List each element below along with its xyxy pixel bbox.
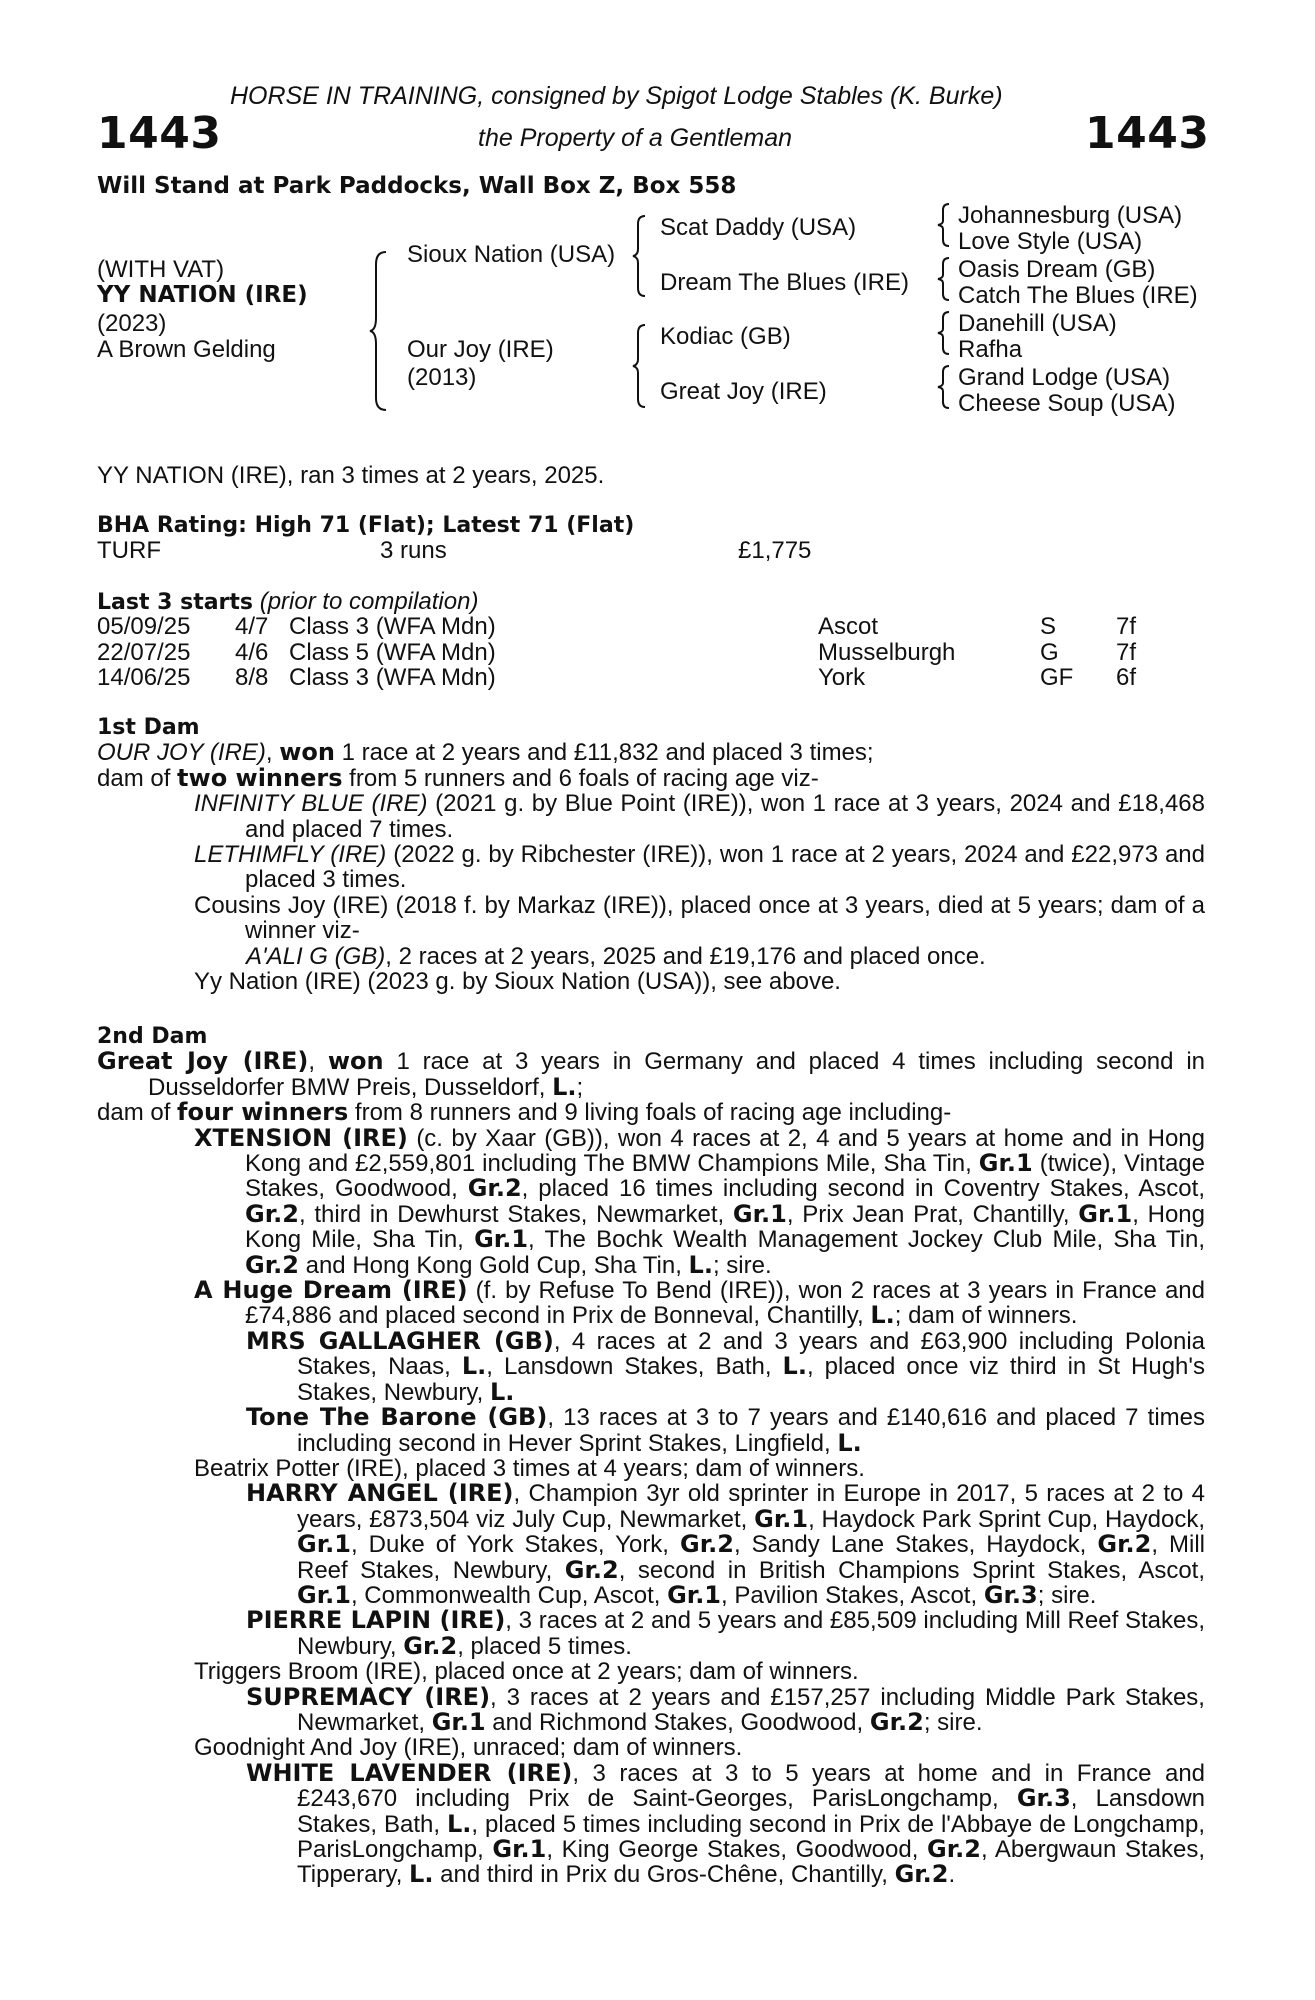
start-date: 22/07/25 (97, 639, 191, 666)
second-dam-produce-line: dam of four winners from 8 runners and 9 living foals of racing age including- (97, 1098, 952, 1127)
list-item: Yy Nation (IRE) (2023 g. by Sioux Nation (USA)), see above. (194, 968, 841, 996)
lot-number-left: 1443 (97, 108, 222, 159)
list-item: INFINITY BLUE (IRE) (2021 g. by Blue Point (IRE)), won 1 race at 3 years, 2024 and £18,468 and placed 7 times. (194, 790, 1206, 843)
second-dam-section (97, 1024, 1205, 1888)
start-going: G (1040, 639, 1059, 666)
lot-number-right: 1443 (1085, 108, 1210, 159)
brace-ggp-3 (937, 310, 951, 356)
brace-ggp-1 (937, 202, 951, 248)
list-item: SUPREMACY (IRE), 3 races at 2 years and £157,257 including Middle Park Stakes, Newmarket, Gr.1 and Richmond Stakes, Goodwood, Gr.2; sire. (246, 1682, 1205, 1736)
brace-sire (632, 214, 648, 298)
list-item: Triggers Broom (IRE), placed once at 2 years; dam of winners. (194, 1658, 859, 1686)
horse-year: (2023) (97, 310, 167, 337)
first-dam-record: OUR JOY (IRE), won 1 race at 2 years and £11,832 and placed 3 times; (97, 738, 874, 767)
dam-name: Our Joy (IRE) (407, 336, 554, 363)
sire-sire: Scat Daddy (USA) (660, 214, 857, 241)
starts-heading (97, 588, 478, 616)
dam-year: (2013) (407, 364, 477, 391)
start-distance: 7f (1116, 639, 1137, 666)
ggp-5: Danehill (USA) (958, 310, 1117, 337)
dam-dam: Great Joy (IRE) (660, 378, 827, 405)
first-dam-section (97, 715, 1205, 994)
start-course: Musselburgh (818, 639, 956, 666)
start-race: Class 3 (WFA Mdn) (289, 613, 496, 640)
brace-ggp-2 (937, 256, 951, 302)
start-distance: 7f (1116, 613, 1137, 640)
ggp-4: Catch The Blues (IRE) (958, 282, 1198, 309)
ggp-8: Cheese Soup (USA) (958, 390, 1176, 417)
start-going: GF (1040, 664, 1074, 691)
rating-earnings: £1,775 (738, 537, 812, 564)
stand-line: Will Stand at Park Paddocks, Wall Box Z, Box 558 (97, 173, 737, 199)
ggp-6: Rafha (958, 336, 1023, 363)
rating-runs: 3 runs (380, 537, 447, 564)
list-item: Tone The Barone (GB), 13 races at 3 to 7 years and £140,616 and placed 7 times including second in Hever Sprint Stakes, Lingfield, L. (246, 1403, 1205, 1457)
starts-title: Last 3 starts (97, 590, 254, 615)
list-item: PIERRE LAPIN (IRE), 3 races at 2 and 5 years and £85,509 including Mill Reef Stakes, Newbury, Gr.2, placed 5 times. (246, 1606, 1205, 1660)
start-date: 05/09/25 (97, 613, 191, 640)
start-course: York (818, 664, 866, 691)
start-race: Class 3 (WFA Mdn) (289, 664, 496, 691)
horse-description: A Brown Gelding (97, 336, 276, 363)
list-item: Cousins Joy (IRE) (2018 f. by Markaz (IRE)), placed once at 3 years, died at 5 years; dam of a winner viz- (194, 891, 1205, 945)
brace-dam (632, 323, 648, 409)
start-position: 8/8 (235, 664, 269, 691)
starts-note: (prior to compilation) (259, 588, 479, 615)
bha-rating: BHA Rating: High 71 (Flat); Latest 71 (Flat) (97, 513, 635, 538)
brace-main (368, 250, 390, 412)
dam-name: OUR JOY (IRE) (97, 739, 266, 767)
race-summary: YY NATION (IRE), ran 3 times at 2 years, 2025. (97, 462, 605, 489)
list-item: WHITE LAVENDER (IRE), 3 races at 3 to 5 years at home and in France and £243,670 including Prix de Saint-Georges, ParisLongchamp, Gr.3, Lansdown Stakes, Bath, L., placed 5 times including second in Prix de l'Abbaye de Longchamp, ParisLongchamp, Gr.1, King George Stakes, Goodwood, Gr.2, Abergwaun Stakes, Tipperary, L. and third in Prix du Gros-Chêne, Chantilly, Gr.2. (246, 1758, 1206, 1889)
list-item: LETHIMFLY (IRE) (2022 g. by Ribchester (IRE)), won 1 race at 2 years, 2024 and £22,973 and placed 3 times. (194, 841, 1206, 894)
list-item: HARRY ANGEL (IRE), Champion 3yr old sprinter in Europe in 2017, 5 races at 2 to 4 years, £873,504 viz July Cup, Newmarket, Gr.1, Haydock Park Sprint Cup, Haydock, Gr.1, Duke of York Stakes, York, Gr.2, Sandy Lane Stakes, Haydock, Gr.2, Mill Reef Stakes, Newbury, Gr.2, second in British Champions Sprint Stakes, Ascot, Gr.1, Commonwealth Cup, Ascot, Gr.1, Pavilion Stakes, Ascot, Gr.3; sire. (246, 1479, 1206, 1609)
start-position: 4/6 (235, 639, 269, 666)
first-dam-produce-line: dam of two winners from 5 runners and 6 foals of racing age viz- (97, 763, 819, 792)
start-date: 14/06/25 (97, 664, 191, 691)
rating-surface: TURF (97, 537, 161, 564)
second-dam-title: 2nd Dam (97, 1024, 208, 1049)
consignor-line: HORSE IN TRAINING, consigned by Spigot Lodge Stables (K. Burke) (230, 82, 1003, 110)
start-position: 4/7 (235, 613, 269, 640)
sire-dam: Dream The Blues (IRE) (660, 269, 909, 296)
list-item: Goodnight And Joy (IRE), unraced; dam of winners. (194, 1734, 743, 1762)
start-course: Ascot (818, 613, 879, 640)
list-item: XTENSION (IRE) (c. by Xaar (GB)), won 4 races at 2, 4 and 5 years at home and in Hong Kong and £2,559,801 including The BMW Champions Mile, Sha Tin, Gr.1 (twice), Vintage Stakes, Goodwood, Gr.2, placed 16 times including second in Coventry Stakes, Ascot, Gr.2, third in Dewhurst Stakes, Newmarket, Gr.1, Prix Jean Prat, Chantilly, Gr.1, Hong Kong Mile, Sha Tin, Gr.1, The Bochk Wealth Management Jockey Club Mile, Sha Tin, Gr.2 and Hong Kong Gold Cup, Sha Tin, L.; sire. (194, 1123, 1206, 1279)
ggp-3: Oasis Dream (GB) (958, 256, 1156, 283)
ggp-7: Grand Lodge (USA) (958, 364, 1171, 391)
brace-ggp-4 (937, 364, 951, 410)
start-race: Class 5 (WFA Mdn) (289, 639, 496, 666)
start-distance: 6f (1116, 664, 1137, 691)
ggp-1: Johannesburg (USA) (958, 202, 1183, 229)
vat-label: (WITH VAT) (97, 256, 225, 283)
list-item: Beatrix Potter (IRE), placed 3 times at 4 years; dam of winners. (194, 1454, 865, 1482)
ggp-2: Love Style (USA) (958, 228, 1143, 255)
sire-name: Sioux Nation (USA) (407, 241, 616, 268)
list-item: A'ALI G (GB), 2 races at 2 years, 2025 and £19,176 and placed once. (246, 942, 986, 970)
second-dam-record: Great Joy (IRE), won 1 race at 3 years in Germany and placed 4 times including second in Dusseldorfer BMW Preis, Dusseldorf, L.; (97, 1047, 1206, 1101)
list-item: A Huge Dream (IRE) (f. by Refuse To Bend (IRE)), won 2 races at 3 years in France and £74,886 and placed second in Prix de Bonneval, Chantilly, L.; dam of winners. (194, 1276, 1205, 1330)
owner-line: the Property of a Gentleman (478, 124, 793, 152)
dam-sire: Kodiac (GB) (660, 323, 791, 350)
start-going: S (1040, 613, 1057, 640)
horse-name: YY NATION (IRE) (97, 282, 308, 308)
first-dam-title: 1st Dam (97, 715, 200, 740)
list-item: MRS GALLAGHER (GB), 4 races at 2 and 3 years and £63,900 including Polonia Stakes, Naas, L., Lansdown Stakes, Bath, L., placed once viz third in St Hugh's Stakes, Newbury, L. (246, 1326, 1205, 1406)
